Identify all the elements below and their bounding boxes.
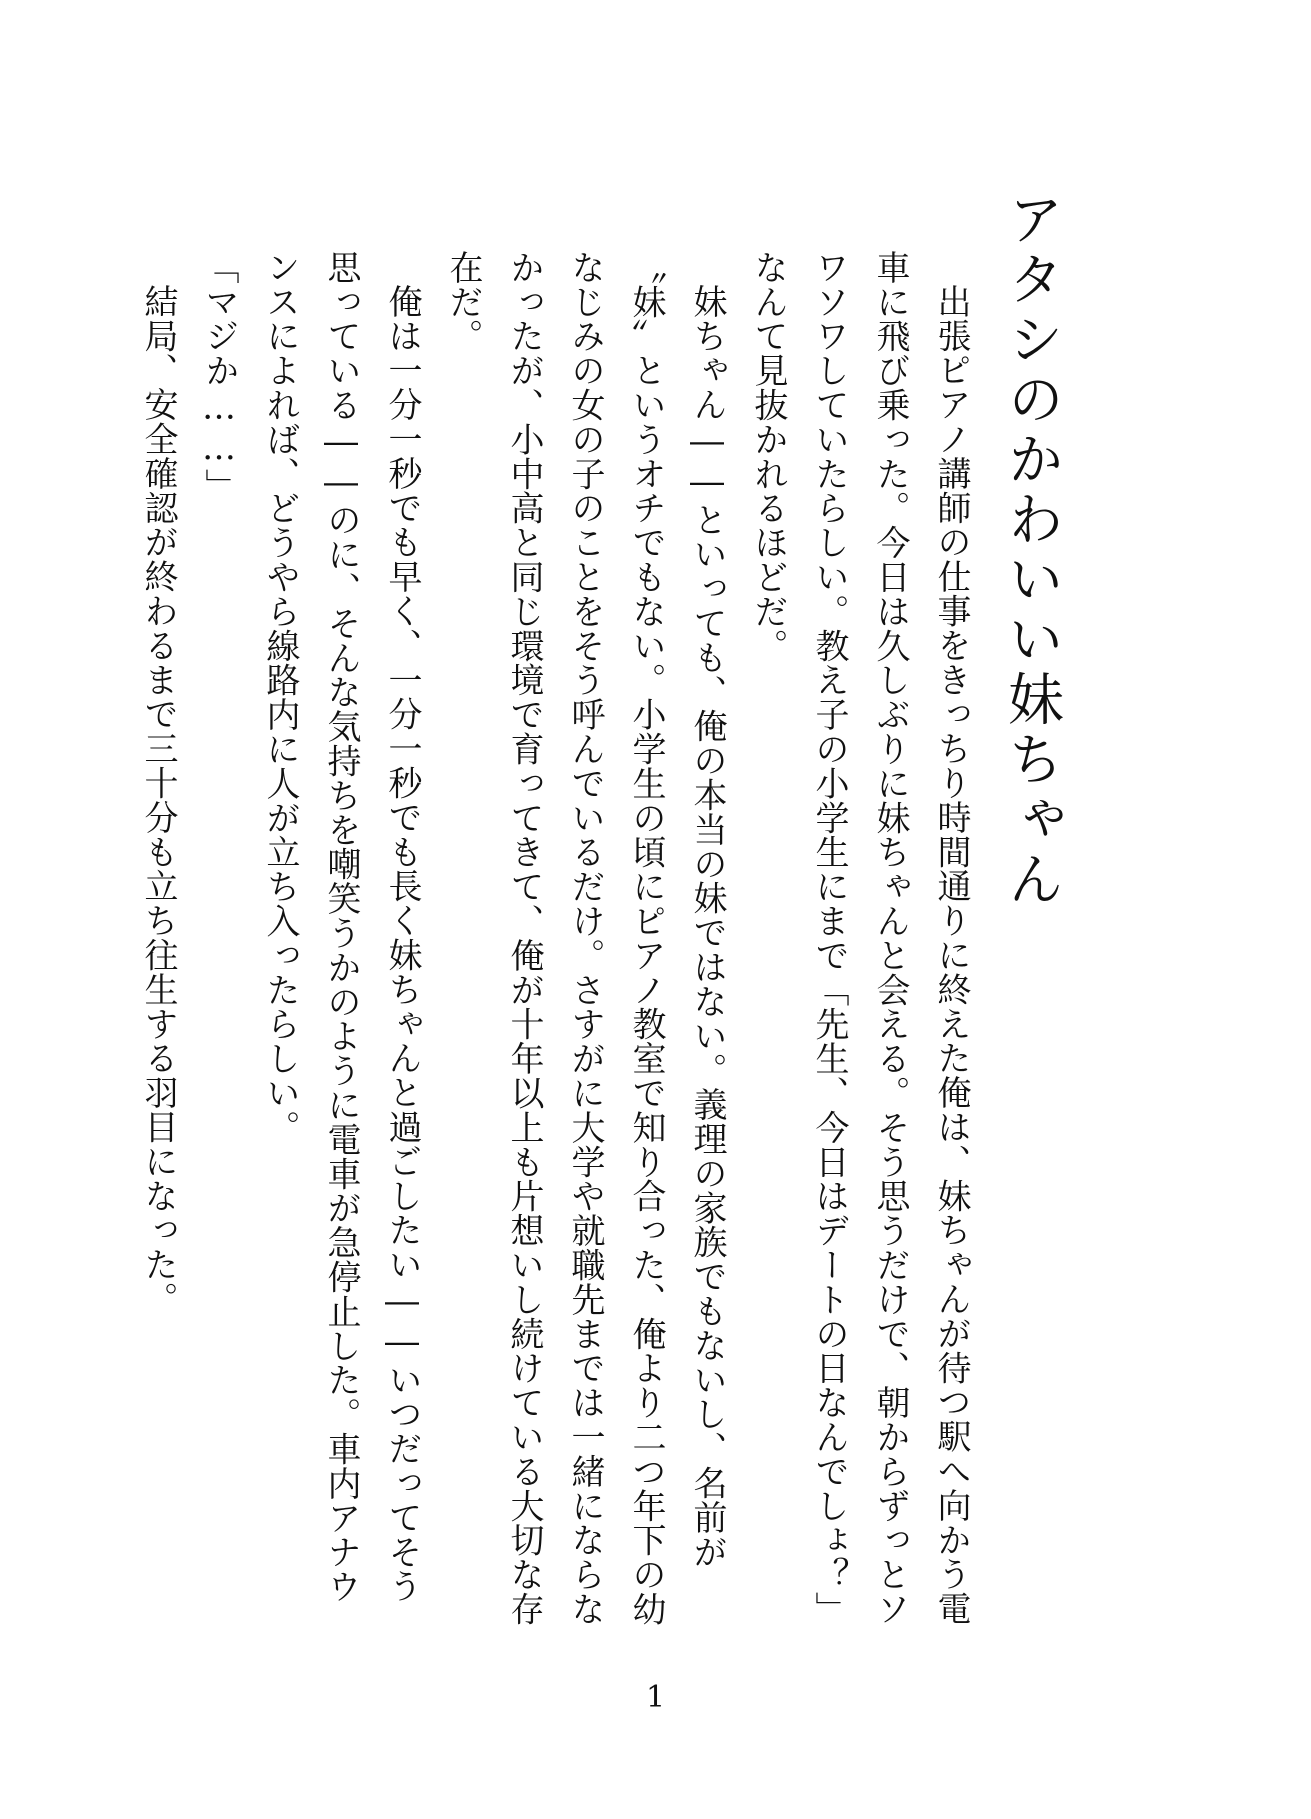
paragraph-1: 出張ピアノ講師の仕事をきっちり時間通りに終えた俺は、妹ちゃんが待つ駅へ向かう電車に飛び乗った。今日は久しぶりに妹ちゃんと会える。そう思うだけで、朝からずっとソワソワしていたらしい。教え子の小学生にまで「先生、今日はデートの日なんでしょ？」なんて見抜かれるほどだ。: [748, 250, 971, 1626]
paragraph-4: 「マジか……」: [199, 250, 239, 503]
body-text: [127, 250, 981, 1630]
chapter-title: アタシのかわいい妹ちゃん: [999, 190, 1064, 910]
paragraph-3: 俺は一分一秒でも早く、一分一秒でも長く妹ちゃんと過ごしたい――いつだってそう思っている――のに、そんな気持ちを嘲笑うかのように電車が急停止した。車内アナウンスによれば、どうやら線路内に人が立ち入ったらしい。: [260, 250, 422, 1604]
paragraph-2: 妹ちゃん――といっても、俺の本当の妹ではない。義理の家族でもないし、名前が〝妹〟というオチでもない。小学生の頃にピアノ教室で知り合った、俺より二つ年下の幼なじみの女の子のことをそう呼んでいるだけ。さすがに大学や就職先までは一緒にならなかったが、小中高と同じ環境で育ってきて、俺が十年以上も片想いし続けている大切な存在だ。: [443, 250, 727, 1626]
paragraph-5: 結局、安全確認が終わるまで三十分も立ち往生する羽目になった。: [138, 284, 178, 1316]
page-number: 1: [645, 1680, 666, 1715]
